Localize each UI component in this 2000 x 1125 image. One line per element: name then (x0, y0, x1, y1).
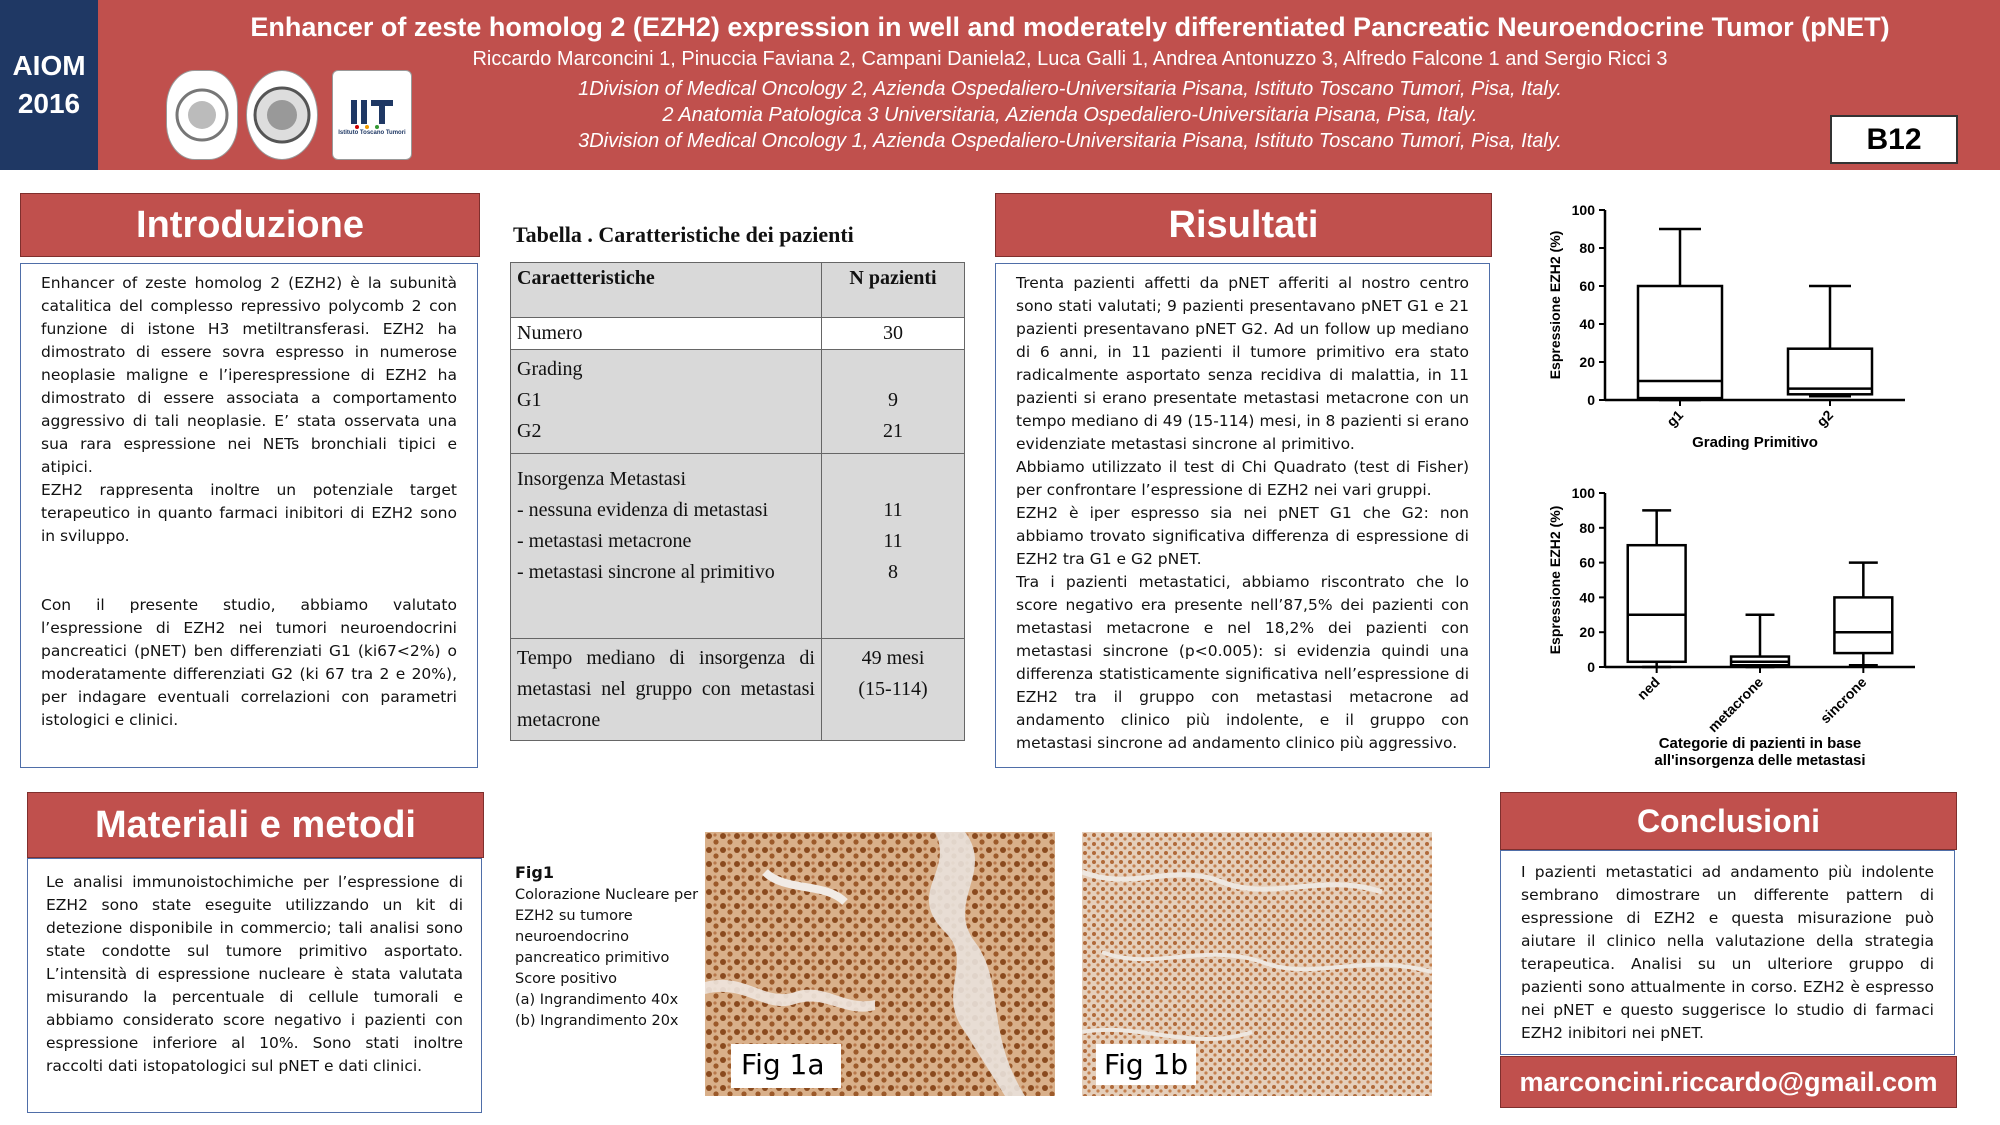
affiliation-3: 3Division of Medical Oncology 1, Azienda Ospedaliero-Universitaria Pisana, Istituto Toscano Tumori, Pisa, Italy. (578, 130, 1562, 152)
x-tick-label: ned (1633, 673, 1663, 703)
table-title: Tabella . Caratteristiche dei pazienti (513, 222, 854, 247)
table-row (511, 454, 965, 639)
y-tick-label: 60 (1579, 278, 1595, 294)
tempo-value-1: 49 mesi (861, 647, 925, 669)
methods-body (27, 858, 482, 1113)
figure-caption-line3: (a) Ingrandimento 40x (515, 992, 679, 1008)
meta-none-label: - nessuna evidenza di metastasi (517, 499, 769, 521)
table-row (511, 639, 965, 741)
row-metastasi-labels (511, 454, 822, 639)
methods-heading: Materiali e metodi (27, 792, 484, 858)
x-tick-label: metacrone (1704, 673, 1767, 736)
results-paragraph-3: EZH2 è iper espresso sia nei pNET G1 che G2: non abbiamo trovato significativa differenza di espressione di EZH2 tra G1 e G2 pNET. (1016, 504, 1469, 568)
results-paragraph-1: Trenta pazienti affetti da pNET afferiti al nostro centro sono stati valutati; 9 pazienti presentavano pNET G1 e 21 pazienti presentavano pNET G2. Ad un follow up mediano di 6 anni, in 11 pazienti il tumore primitivo era stato radicalmente asportato senza recidiva di malattia, in 11 pazienti si erano presentate metastasi metacrone con un tempo mediano di 49 (15-114) mesi, in 8 pazienti si erano evidenziate metastasi sincrone al primitivo. (1016, 274, 1469, 453)
affiliation-1: 1Division of Medical Oncology 2, Azienda Ospedaliero-Universitaria Pisana, Istituto Toscano Tumori, Pisa, Italy. (578, 78, 1562, 100)
y-tick-label: 60 (1579, 554, 1595, 571)
conclusions-paragraph-1: I pazienti metastatici ad andamento più indolente sembrano dimostrare un differente pattern di espressione di EZH2 e questa misurazione può aiutare il clinico nella valutazione della strategia terapeutica. Analisi su un ulteriore gruppo di pazienti sono attualmente in corso. EZH2 è espresso nei pNET e questo suggerisce lo studio di farmaci EZH2 inibitori nei pNET. (1521, 863, 1934, 1042)
meta-metacrone-value: 11 (883, 530, 903, 552)
results-paragraph-2: Abbiamo utilizzato il test di Chi Quadrato (test di Fisher) per confrontare l’espressione di EZH2 nei vari gruppi. (1016, 458, 1469, 499)
seal-logo (246, 70, 318, 160)
row-tempo-value (822, 639, 965, 741)
figure-caption-line4: (b) Ingrandimento 20x (515, 1013, 679, 1029)
row-grading-values (822, 350, 965, 454)
badge-line2: 2016 (17, 88, 81, 119)
intro-paragraph-3: Con il presente studio, abbiamo valutato l’espressione di EZH2 nei tumori neuroendocrini pancreatici (pNET) ben differenziati G1 (ki67<2%) o moderatamente differenziati G2 (ki 67 tra 2 e 20%), per indagare eventuali correlazioni con parametri istologici e clinici. (41, 596, 457, 729)
itt-logo-text: Istituto Toscano Tumori (338, 130, 406, 136)
box-sincrone (1834, 597, 1892, 653)
tempo-value-2: (15-114) (858, 678, 928, 700)
intro-heading: Introduzione (20, 193, 480, 257)
y-tick-label: 100 (1571, 485, 1595, 501)
g1-value: 9 (888, 389, 898, 411)
authors: Riccardo Marconcini 1, Pinuccia Faviana 2, Campani Daniela2, Luca Galli 1, Andrea Antonuzzo 3, Alfredo Falcone 1 and Sergio Ricci 3 (472, 48, 1668, 70)
g2-value: 21 (883, 420, 903, 442)
table-header-row (511, 263, 965, 318)
figure-caption (515, 862, 705, 1032)
boxplot-metastasi (1530, 480, 1970, 780)
row-numero-value: 30 (822, 318, 965, 350)
intro-paragraph-2: EZH2 rappresenta inoltre un potenziale target terapeutico in quanto farmaci inibitori di EZH2 sono in sviluppo. (41, 481, 457, 545)
y-tick-label: 20 (1579, 624, 1595, 641)
results-heading: Risultati (995, 193, 1492, 257)
grading-label: Grading (517, 358, 583, 380)
y-tick-label: 40 (1579, 589, 1595, 606)
poster-code: B12 (1830, 115, 1958, 164)
patient-characteristics-table (510, 262, 965, 741)
results-body (995, 263, 1490, 768)
conference-badge (0, 0, 98, 170)
table-row (511, 350, 965, 454)
y-tick-label: 0 (1587, 392, 1595, 408)
table-col-header-2: N pazienti (822, 263, 965, 318)
conclusions-heading: Conclusioni (1500, 792, 1957, 850)
y-tick-label: 0 (1587, 659, 1595, 675)
y-axis-label: Espressione EZH2 (%) (1547, 505, 1563, 655)
conclusions-body (1500, 850, 1955, 1055)
table-col-header-1: Caraetteristiche (511, 263, 822, 318)
methods-paragraph-1: Le analisi immunoistochimiche per l’espressione di EZH2 sono state eseguite utilizzando un kit di detezione disponibile in commercio; tali analisi sono state condotte sul tumore primitivo asportato. L’intensità di espressione nucleare è stata valutata misurando la percentuale di cellule tumorali e abbiamo considerato score negativo i pazienti con espressione inferiore al 10%. Sono stati inoltre raccolti dati istopatologici sul pNET e dati clinici. (46, 873, 463, 1075)
contact-email: marconcini.riccardo@gmail.com (1500, 1056, 1957, 1108)
x-axis-label: Grading Primitivo (1692, 434, 1818, 451)
x-tick-label: sincrone (1816, 673, 1870, 727)
x-axis-label: all'insorgenza delle metastasi (1654, 752, 1866, 769)
fig1a-label: Fig 1a (733, 1044, 833, 1085)
row-tempo-label: Tempo mediano di insorgenza di metastasi nel gruppo con metastasi metacrone (511, 639, 822, 741)
fig1b-label: Fig 1b (1096, 1044, 1196, 1085)
row-metastasi-values (822, 454, 965, 639)
y-axis-label: Espressione EZH2 (%) (1547, 230, 1563, 380)
figure-caption-title: Fig1 (515, 863, 554, 882)
x-tick-label: g2 (1813, 406, 1837, 430)
affiliation-2: 2 Anatomia Patologica 3 Universitaria, Azienda Ospedaliero-Universitaria Pisana, Pisa, Italy. (662, 104, 1478, 126)
g1-label: G1 (517, 389, 542, 411)
y-tick-label: 80 (1579, 240, 1595, 256)
y-tick-label: 40 (1579, 316, 1595, 332)
row-grading-labels (511, 350, 822, 454)
meta-sincrone-label: - metastasi sincrone al primitivo (517, 561, 775, 583)
metastasi-label: Insorgenza Metastasi (517, 468, 687, 490)
meta-sincrone-value: 8 (888, 561, 898, 583)
poster-title: Enhancer of zeste homolog 2 (EZH2) expression in well and moderately differentiated Pancreatic Neuroendocrine Tumor (pNET) (250, 12, 1890, 42)
y-tick-label: 80 (1579, 519, 1595, 536)
meta-none-value: 11 (883, 499, 903, 521)
results-paragraph-4: Tra i pazienti metastatici, abbiamo riscontrato che lo score negativo era presente nell’87,5% dei pazienti con metastasi metacrone e nel 18,2% dei pazienti con metastasi sincrone (p<0.005): si evidenzia quindi una differenza statisticamente significativa nell’espressione di EZH2 tra il gruppo con metastasi metacrone ad andamento clinico più indolente, e il gruppo con metastasi sincrone ad andamento clinico più aggressivo. (1016, 573, 1469, 752)
intro-paragraph-1: Enhancer of zeste homolog 2 (EZH2) è la subunità catalitica del complesso repressivo polycomb 2 con funzione di istone H3 metiltransferasi. EZH2 ha dimostrato di essere sovra espresso in numerose neoplasie maligne e l’iperespressione di EZH2 ha dimostrato di essere associata a comportamento aggressivo di tali neoplasie. E’ stata osservata una sua rara espressione nei NETs bronchiali tipici e atipici. (41, 274, 457, 476)
meta-metacrone-label: - metastasi metacrone (517, 530, 692, 552)
x-tick-label: g1 (1663, 406, 1687, 430)
figure-caption-line1: Colorazione Nucleare per EZH2 su tumore neuroendocrino pancreatico primitivo (515, 887, 699, 966)
figure-caption-line2: Score positivo (515, 971, 618, 987)
boxplot-grading (1530, 195, 1970, 455)
badge-line1: AIOM (12, 50, 86, 81)
g2-label: G2 (517, 420, 542, 442)
y-tick-label: 20 (1579, 354, 1595, 370)
x-axis-label: Categorie di pazienti in base (1658, 735, 1862, 752)
table-row (511, 318, 965, 350)
intro-body (20, 263, 478, 768)
university-seal-logo (166, 70, 238, 160)
itt-logo (332, 70, 412, 160)
row-numero-label: Numero (511, 318, 822, 350)
box-ned (1628, 545, 1686, 662)
y-tick-label: 100 (1571, 202, 1595, 218)
